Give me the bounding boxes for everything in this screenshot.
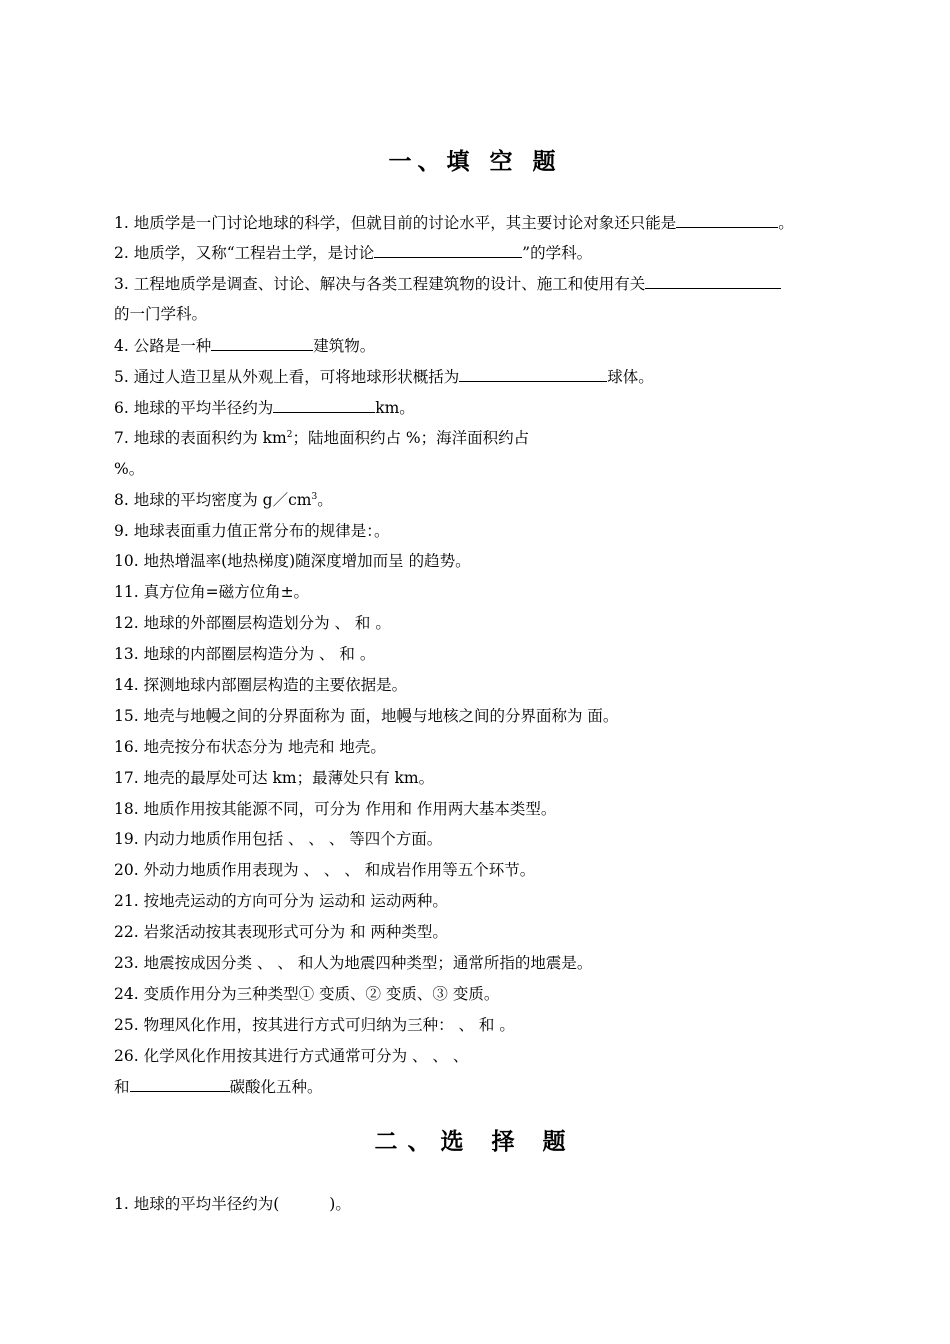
- question-text: 7. 地球的表面积约为 km: [114, 429, 287, 447]
- question-25: 25. 物理风化作用，按其进行方式可归纳为三种： 、 和 。: [114, 1016, 515, 1034]
- question-12: 12. 地球的外部圈层构造划分为 、 和 。: [114, 614, 391, 632]
- question-text: 5. 通过人造卫星从外观上看，可将地球形状概括为: [114, 368, 460, 386]
- question-text: km。: [375, 399, 415, 417]
- question-3-cont: [114, 304, 207, 324]
- answer-blank[interactable]: [273, 397, 375, 413]
- question-14: 14. 探测地球内部圈层构造的主要依据是。: [114, 676, 408, 694]
- question-16: 16. 地壳按分布状态分为 地壳和 地壳。: [114, 738, 386, 756]
- question-text: 。: [317, 491, 333, 509]
- question-3: [114, 273, 781, 294]
- question-18: 18. 地质作用按其能源不同，可分为 作用和 作用两大基本类型。: [114, 800, 557, 818]
- superscript: 3: [311, 491, 318, 502]
- question-text: 8. 地球的平均密度为 g／cm: [114, 491, 312, 509]
- question-7-cont: [114, 459, 144, 479]
- question-11: 11. 真方位角=磁方位角±。: [114, 583, 310, 601]
- section-title-multiple-choice: 二、选 择 题: [374, 1128, 576, 1155]
- question-text: 的一门学科。: [114, 305, 208, 323]
- question-13: 13. 地球的内部圈层构造分为 、 和 。: [114, 645, 376, 663]
- answer-blank[interactable]: [130, 1076, 230, 1092]
- question-text: 球体。: [607, 368, 654, 386]
- question-10: 10. 地热增温率(地热梯度)随深度增加而呈 的趋势。: [114, 552, 471, 570]
- question-text: 4. 公路是一种: [114, 337, 212, 355]
- question-23: 23. 地震按成因分类 、 、 和人为地震四种类型；通常所指的地震是。: [114, 954, 593, 972]
- question-22: 22. 岩浆活动按其表现形式可分为 和 两种类型。: [114, 923, 448, 941]
- question-text: 6. 地球的平均半径约为: [114, 399, 274, 417]
- question-text: 建筑物。: [313, 337, 376, 355]
- question-15: 15. 地壳与地幔之间的分界面称为 面，地幔与地核之间的分界面称为 面。: [114, 707, 619, 725]
- answer-blank[interactable]: [211, 335, 313, 351]
- question-text: %。: [114, 460, 145, 478]
- question-8: [114, 490, 333, 510]
- question-9: 9. 地球表面重力值正常分布的规律是：。: [114, 522, 390, 540]
- question-21: 21. 按地壳运动的方向可分为 运动和 运动两种。: [114, 892, 448, 910]
- question-text: )。: [329, 1195, 351, 1213]
- question-4: [114, 335, 375, 356]
- question-26: 26. 化学风化作用按其进行方式通常可分为 、 、 、: [114, 1047, 469, 1065]
- question-text: ”的学科。: [522, 244, 593, 262]
- question-24: 24. 变质作用分为三种类型① 变质、② 变质、③ 变质。: [114, 985, 500, 1003]
- question-19: 19. 内动力地质作用包括 、 、 、 等四个方面。: [114, 830, 443, 848]
- question-text: 1. 地质学是一门讨论地球的科学，但就目前的讨论水平，其主要讨论对象还只能是: [114, 214, 677, 232]
- question-6: [114, 397, 415, 418]
- question-text: 。: [778, 214, 794, 232]
- question-text: 碳酸化五种。: [229, 1078, 323, 1096]
- question-text: ；陆地面积约占 %；海洋面积约占: [292, 429, 530, 447]
- section-title-fill-in: 一、填 空 题: [388, 148, 562, 175]
- question-17: 17. 地壳的最厚处可达 km；最薄处只有 km。: [114, 769, 435, 787]
- answer-blank[interactable]: [459, 366, 607, 382]
- question-20: 20. 外动力地质作用表现为 、 、 、 和成岩作用等五个环节。: [114, 861, 536, 879]
- question-5: [114, 366, 654, 387]
- answer-blank[interactable]: [645, 273, 781, 289]
- question-2: [114, 242, 592, 263]
- question-text: 3. 工程地质学是调查、讨论、解决与各类工程建筑物的设计、施工和使用有关: [114, 275, 646, 293]
- question-text: 1. 地球的平均半径约为(: [114, 1195, 280, 1213]
- question-26-cont: [114, 1076, 323, 1097]
- question-1: [114, 212, 794, 233]
- question-text: 2. 地质学，又称“工程岩土学，是讨论: [114, 244, 375, 262]
- question-text: 和: [114, 1078, 130, 1096]
- answer-blank[interactable]: [676, 212, 778, 228]
- question-7: [114, 428, 529, 448]
- superscript: 2: [286, 429, 293, 440]
- choice-question-1: [114, 1194, 351, 1214]
- answer-blank[interactable]: [374, 242, 522, 258]
